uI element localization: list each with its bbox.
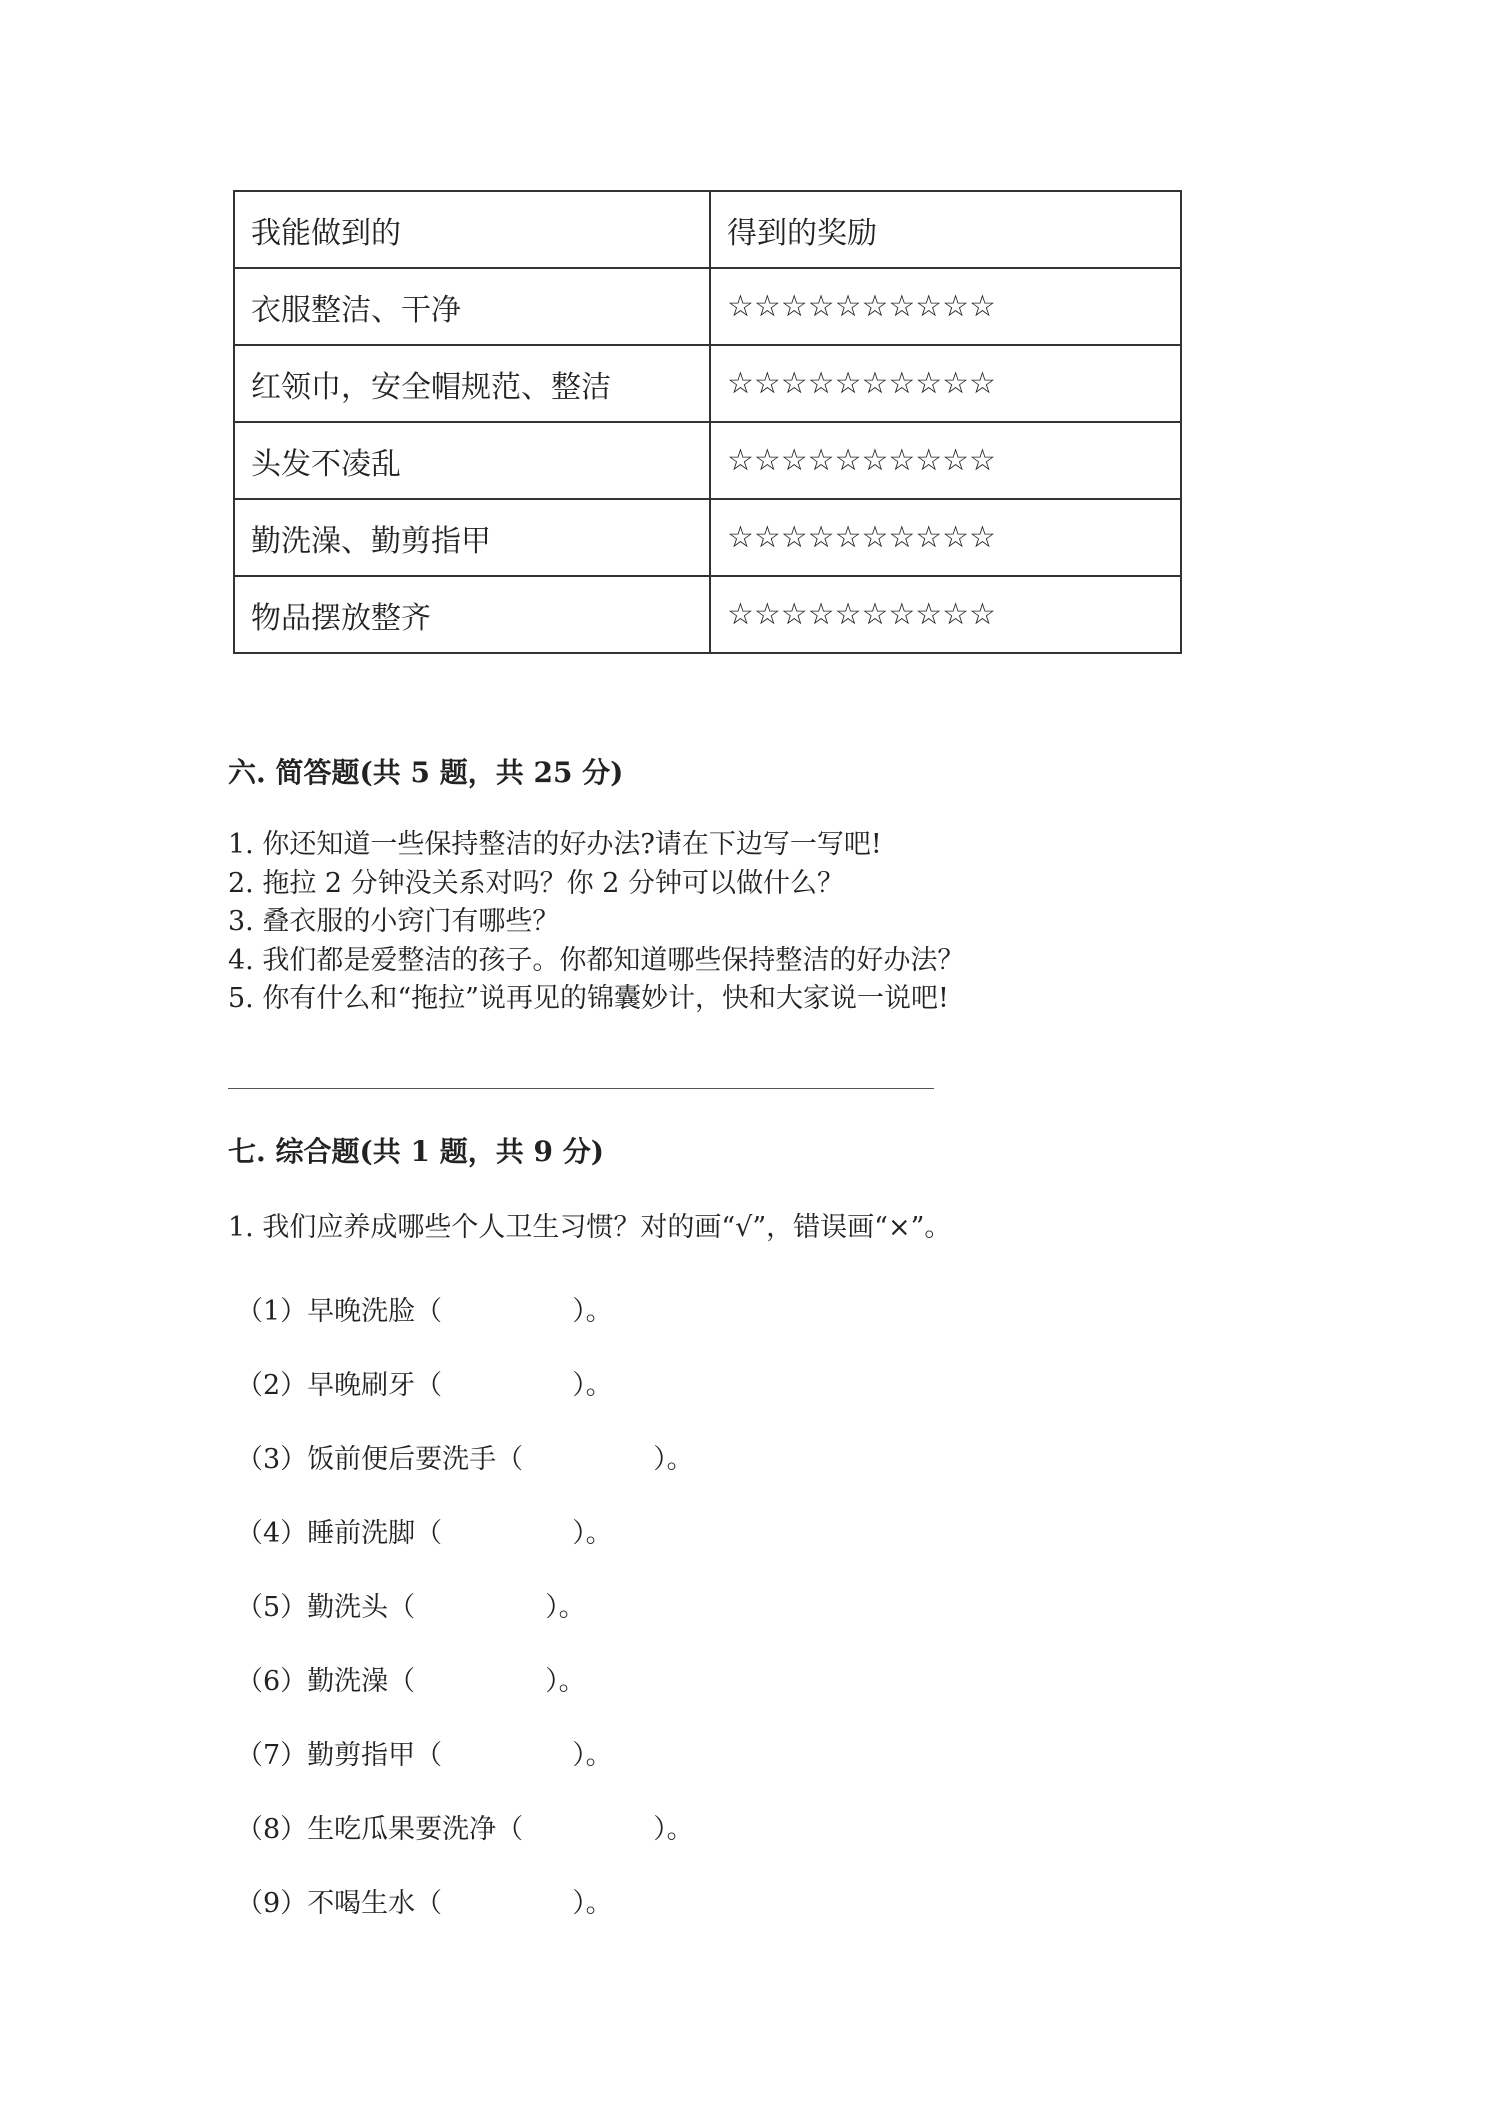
item-close: ）。 bbox=[572, 1370, 613, 1401]
star-rating-cell: ☆☆☆☆☆☆☆☆☆☆ bbox=[710, 576, 1181, 653]
habit-cell: 红领巾，安全帽规范、整洁 bbox=[234, 345, 710, 422]
section-six-title: 六. 简答题(共 5 题，共 25 分) bbox=[228, 756, 624, 789]
item-text: 饭前便后要洗手（ bbox=[307, 1444, 524, 1475]
item-number: （6） bbox=[236, 1666, 308, 1697]
item-text: 生吃瓜果要洗净（ bbox=[307, 1814, 524, 1845]
divider-line bbox=[228, 1088, 934, 1089]
table-header-row bbox=[234, 191, 1181, 268]
item-number: （9） bbox=[236, 1888, 308, 1919]
item-text: 早晚刷牙（ bbox=[307, 1370, 443, 1401]
item-close: ）。 bbox=[572, 1740, 613, 1771]
habit-item bbox=[236, 1719, 694, 1793]
answer-blank[interactable] bbox=[442, 1534, 572, 1535]
question-item: 3. 叠衣服的小窍门有哪些？ bbox=[228, 906, 560, 937]
answer-blank[interactable] bbox=[442, 1756, 572, 1757]
answer-blank[interactable] bbox=[442, 1312, 572, 1313]
habit-cell: 勤洗澡、勤剪指甲 bbox=[234, 499, 710, 576]
item-number: （3） bbox=[236, 1444, 308, 1475]
item-text: 勤洗澡（ bbox=[307, 1666, 416, 1697]
answer-blank[interactable] bbox=[442, 1904, 572, 1905]
item-text: 睡前洗脚（ bbox=[307, 1518, 443, 1549]
item-text: 勤洗头（ bbox=[307, 1592, 416, 1623]
star-rating-cell: ☆☆☆☆☆☆☆☆☆☆ bbox=[710, 499, 1181, 576]
habit-cell: 物品摆放整齐 bbox=[234, 576, 710, 653]
answer-blank[interactable] bbox=[523, 1460, 653, 1461]
table-row bbox=[234, 422, 1181, 499]
section-seven-title: 七. 综合题(共 1 题，共 9 分) bbox=[228, 1135, 604, 1168]
item-close: ）。 bbox=[653, 1444, 694, 1475]
habit-item bbox=[236, 1497, 694, 1571]
habit-item bbox=[236, 1571, 694, 1645]
item-number: （1） bbox=[236, 1296, 308, 1327]
table-row bbox=[234, 268, 1181, 345]
table-header-cell: 得到的奖励 bbox=[710, 191, 1181, 268]
habit-item bbox=[236, 1793, 694, 1867]
item-number: （7） bbox=[236, 1740, 308, 1771]
answer-blank[interactable] bbox=[415, 1682, 545, 1683]
table-header-cell: 我能做到的 bbox=[234, 191, 710, 268]
habit-item bbox=[236, 1423, 694, 1497]
item-close: ）。 bbox=[545, 1666, 586, 1697]
habit-item bbox=[236, 1645, 694, 1719]
item-close: ）。 bbox=[545, 1592, 586, 1623]
item-number: （5） bbox=[236, 1592, 308, 1623]
item-number: （2） bbox=[236, 1370, 308, 1401]
reward-table bbox=[233, 190, 1182, 654]
item-text: 早晚洗脸（ bbox=[307, 1296, 443, 1327]
answer-blank[interactable] bbox=[523, 1830, 653, 1831]
item-close: ）。 bbox=[572, 1296, 613, 1327]
habit-checklist bbox=[236, 1275, 694, 1941]
item-number: （8） bbox=[236, 1814, 308, 1845]
table-row bbox=[234, 345, 1181, 422]
answer-blank[interactable] bbox=[442, 1386, 572, 1387]
comprehensive-question: 1. 我们应养成哪些个人卫生习惯？对的画“√”，错误画“×”。 bbox=[228, 1212, 952, 1243]
answer-blank[interactable] bbox=[415, 1608, 545, 1609]
star-rating-cell: ☆☆☆☆☆☆☆☆☆☆ bbox=[710, 268, 1181, 345]
question-item: 5. 你有什么和“拖拉”说再见的锦囊妙计，快和大家说一说吧! bbox=[228, 983, 949, 1014]
item-close: ）。 bbox=[572, 1518, 613, 1549]
star-rating-cell: ☆☆☆☆☆☆☆☆☆☆ bbox=[710, 422, 1181, 499]
item-close: ）。 bbox=[653, 1814, 694, 1845]
habit-item bbox=[236, 1867, 694, 1941]
item-close: ）。 bbox=[572, 1888, 613, 1919]
question-item: 2. 拖拉 2 分钟没关系对吗？你 2 分钟可以做什么？ bbox=[228, 867, 845, 899]
item-text: 勤剪指甲（ bbox=[307, 1740, 443, 1771]
table-row bbox=[234, 576, 1181, 653]
short-answer-questions bbox=[228, 826, 964, 1019]
question-item: 1. 你还知道一些保持整洁的好办法?请在下边写一写吧! bbox=[228, 829, 882, 860]
habit-item bbox=[236, 1275, 694, 1349]
star-rating-cell: ☆☆☆☆☆☆☆☆☆☆ bbox=[710, 345, 1181, 422]
question-item: 4. 我们都是爱整洁的孩子。你都知道哪些保持整洁的好办法？ bbox=[228, 944, 965, 976]
item-text: 不喝生水（ bbox=[307, 1888, 443, 1919]
item-number: （4） bbox=[236, 1518, 308, 1549]
habit-cell: 头发不凌乱 bbox=[234, 422, 710, 499]
table-row bbox=[234, 499, 1181, 576]
habit-item bbox=[236, 1349, 694, 1423]
habit-cell: 衣服整洁、干净 bbox=[234, 268, 710, 345]
